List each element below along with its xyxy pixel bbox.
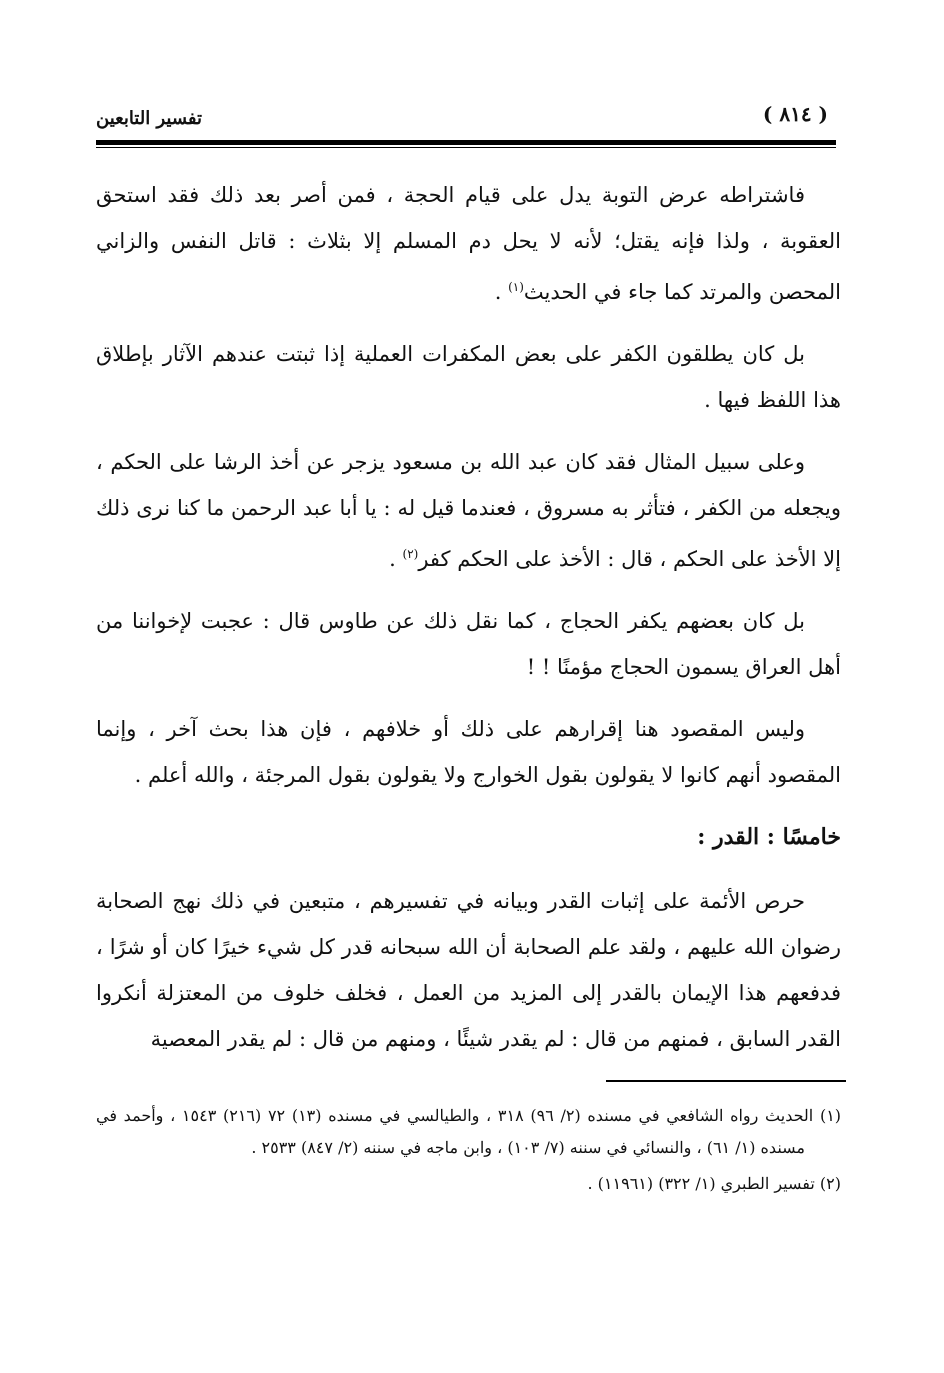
footnote: (١) الحديث رواه الشافعي في مسنده (٢/ ٩٦) ٣١٨ ، والطيالسي في مسنده (١٣) ٧٢ (٢١٦) ١٥٤٣ ، وأحمد في مسنده (١/ ٦١) ، والنسائي في سننه (٧/ ١٠٣) ، وابن ماجه في سننه (٢/ ٨٤٧) ٢٥٣٣ . bbox=[96, 1106, 842, 1157]
paragraph: وليس المقصود هنا إقرارهم على ذلك أو خلافهم ، فإن هذا بحث آخر ، وإنما المقصود أنهم كانوا لا يقولون بقول الخوارج ولا يقولون بقول المرجئة ، والله أعلم . bbox=[96, 717, 841, 787]
header-rule bbox=[96, 140, 836, 145]
footnote: (٢) تفسير الطبري (١/ ٣٢٢) (١١٩٦١) . bbox=[587, 1174, 841, 1193]
header-rule-thin bbox=[96, 147, 836, 148]
page-header bbox=[96, 100, 836, 140]
section-heading: خامسًا : القدر : bbox=[697, 824, 841, 850]
main-text bbox=[96, 172, 841, 1078]
footnote-ref: (١) bbox=[508, 280, 524, 294]
paragraph: فاشتراطه عرض التوبة يدل على قيام الحجة ، فمن أصر بعد ذلك فقد استحق العقوبة ، ولذا فإنه يقتل؛ لأنه لا يحل دم المسلم إلا بثلاث : قاتل النفس والزاني المحصن والمرتد كما جاء في الحديث$^{(١)}$ . bbox=[96, 183, 841, 304]
page-number: ( ٨١٤ ) bbox=[762, 102, 828, 126]
footnotes bbox=[96, 1100, 841, 1204]
book-title: تفسير التابعين bbox=[96, 108, 203, 129]
footnote-ref: (٢) bbox=[402, 547, 419, 561]
footnote-divider bbox=[606, 1080, 846, 1082]
paragraph: بل كان يطلقون الكفر على بعض المكفرات العملية إذا ثبتت عندهم الآثار بإطلاق هذا اللفظ فيها . bbox=[96, 342, 841, 412]
paragraph: بل كان بعضهم يكفر الحجاج ، كما نقل ذلك عن طاوس قال : عجبت لإخواننا من أهل العراق يسمون الحجاج مؤمنًا ! ! bbox=[96, 609, 841, 679]
paragraph: حرص الأئمة على إثبات القدر وبيانه في تفسيرهم ، متبعين في ذلك نهج الصحابة رضوان الله عليهم ، ولقد علم الصحابة أن الله سبحانه قدر كل شيء خيرًا كان أو شرًا ، فدفعهم هذا الإيمان بالقدر إلى المزيد من العمل ، فخلف خلوف من المعتزلة أنكروا القدر السابق ، فمنهم من قال : لم يقدر شيئًا ، ومنهم من قال : لم يقدر المعصية bbox=[96, 889, 841, 1051]
paragraph: وعلى سبيل المثال فقد كان عبد الله بن مسعود يزجر عن أخذ الرشا على الحكم ، ويجعله من الكفر ، فتأثر به مسروق ، فعندما قيل له : يا أبا عبد الرحمن ما كنا نرى ذلك إلا الأخذ على الحكم ، قال : الأخذ على الحكم كفر$^{(٢)}$ . bbox=[96, 450, 841, 571]
